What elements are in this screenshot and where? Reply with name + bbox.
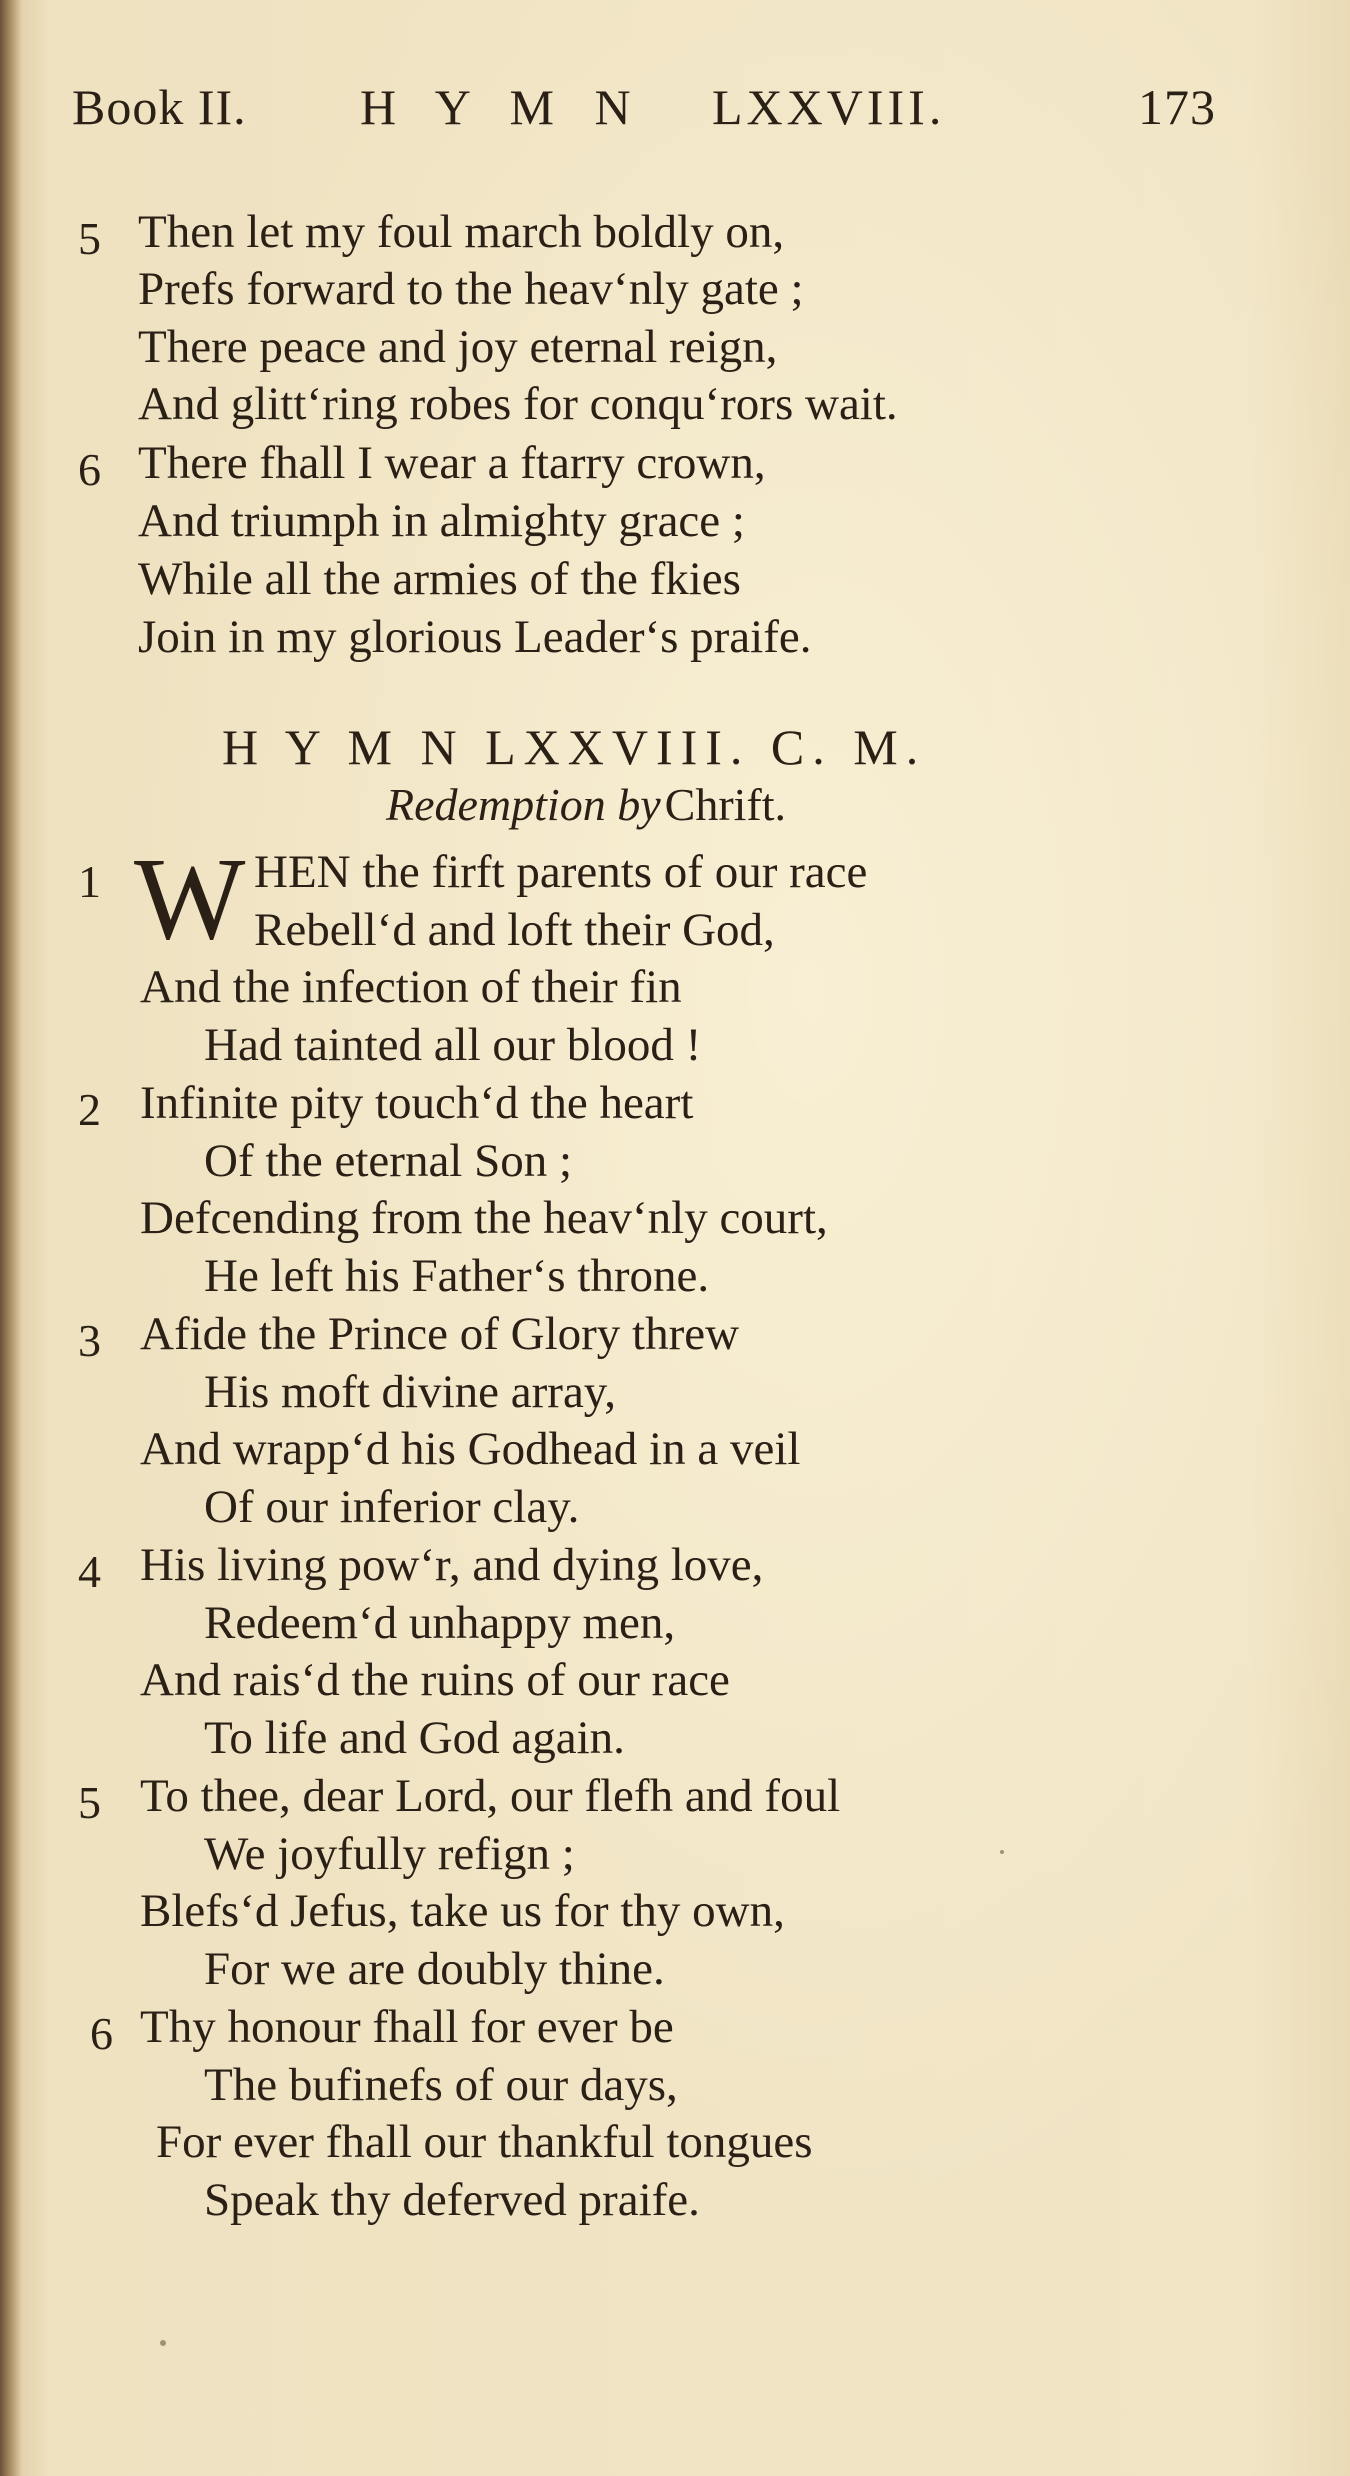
stanza-number: 6 [78, 444, 101, 495]
stanza-number: 6 [90, 2008, 113, 2059]
running-head-book: Book II. [72, 79, 247, 135]
running-head-number: LXXVIII. [712, 79, 946, 135]
verse-line: Prefs forward to the heav‘nly gate ; [138, 263, 804, 315]
hymn-subtitle-roman: Chrift. [664, 779, 787, 830]
verse-line: Of the eternal Son ; [204, 1135, 573, 1187]
stanza-number: 5 [78, 1777, 101, 1828]
verse-line: Had tainted all our blood ! [204, 1019, 702, 1071]
verse-line-first-rest: HEN the firft parents of our race [254, 846, 868, 898]
verse-line: For we are doubly thine. [204, 1943, 665, 1995]
verse-line: Join in my glorious Leader‘s praife. [138, 611, 812, 663]
verse-line: His moft divine array, [204, 1366, 617, 1418]
stanza-number: 4 [78, 1546, 101, 1597]
verse-line: Infinite pity touch‘d the heart [140, 1077, 694, 1129]
verse-line: There peace and joy eternal reign, [138, 321, 778, 373]
stanza-number: 3 [78, 1315, 101, 1366]
verse-line: Blefs‘d Jefus, take us for thy own, [140, 1885, 785, 1937]
verse-line: The bufinefs of our days, [204, 2059, 678, 2111]
verse-line: And glitt‘ring robes for conqu‘rors wait. [138, 378, 898, 430]
verse-line: And wrapp‘d his Godhead in a veil [140, 1423, 801, 1475]
verse-line: To thee, dear Lord, our flefh and foul [140, 1770, 841, 1822]
hymn-subtitle [386, 778, 786, 831]
drop-cap: W [134, 833, 246, 964]
paper-speck [1000, 1850, 1004, 1854]
paper-speck [160, 2340, 166, 2346]
stanza-number: 1 [78, 856, 101, 907]
verse-line: Defcending from the heav‘nly court, [140, 1192, 828, 1244]
verse-line: We joyfully refign ; [204, 1828, 575, 1880]
verse-line: While all the armies of the fkies [138, 553, 741, 605]
verse-line: Of our inferior clay. [204, 1481, 580, 1533]
verse-line: Rebell‘d and loft their God, [254, 904, 775, 956]
verse-line: His living pow‘r, and dying love, [140, 1539, 764, 1591]
verse-line: And triumph in almighty grace ; [138, 495, 745, 547]
verse-line: For ever fhall our thankful tongues [156, 2116, 813, 2168]
verse-line: And rais‘d the ruins of our race [140, 1654, 730, 1706]
running-head-hymn: H Y M N [360, 79, 645, 135]
stanza-number: 5 [78, 213, 101, 264]
hymn-title: H Y M N LXXVIII. C. M. [222, 719, 927, 775]
stanza-number: 2 [78, 1084, 101, 1135]
verse-line: Afide the Prince of Glory threw [140, 1308, 740, 1360]
verse-line: To life and God again. [204, 1712, 625, 1764]
verse-line: Redeem‘d unhappy men, [204, 1597, 676, 1649]
page-number: 173 [1138, 79, 1216, 135]
verse-line: He left his Father‘s throne. [204, 1250, 710, 1302]
verse-line: There fhall I wear a ftarry crown, [138, 437, 766, 489]
verse-line: Thy honour fhall for ever be [140, 2001, 674, 2053]
hymn-subtitle-italic: Redemption by [386, 779, 661, 830]
verse-line: Then let my foul march boldly on, [138, 206, 785, 258]
verse-line: And the infection of their fin [140, 961, 682, 1013]
verse-line: Speak thy deferved praife. [204, 2174, 700, 2226]
